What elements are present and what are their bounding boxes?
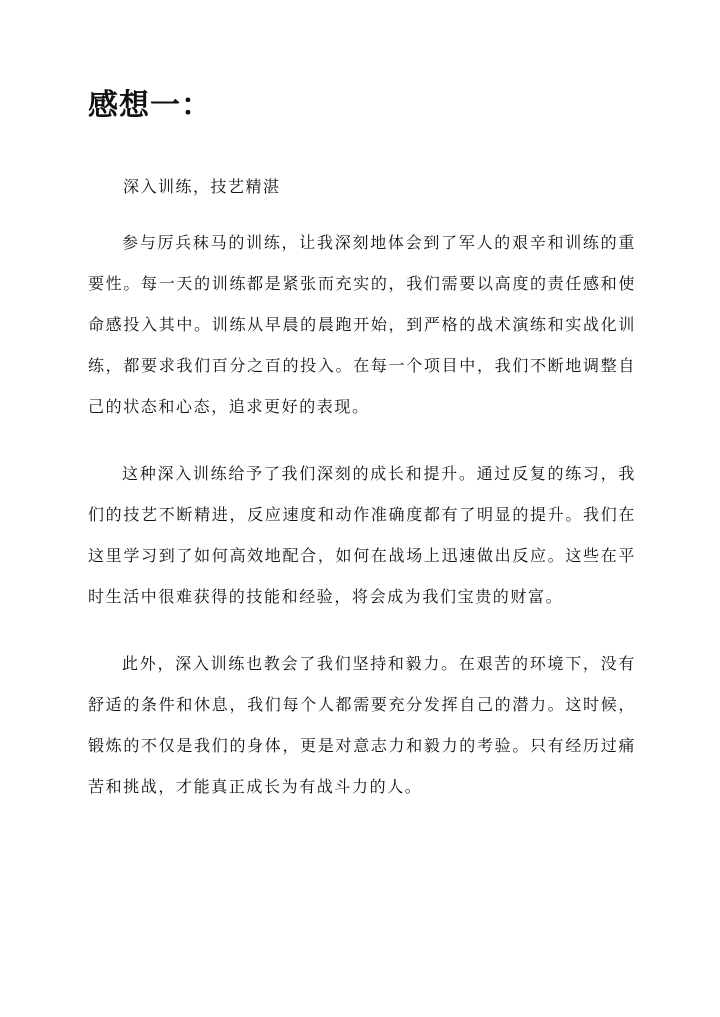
section-subtitle: 深入训练，技艺精湛 <box>123 177 281 196</box>
document-heading: 感想一： <box>88 88 212 123</box>
paragraph-2: 这种深入训练给予了我们深刻的成长和提升。通过反复的练习，我们的技艺不断精进，反应速度和动作准确度都有了明显的提升。我们在这里学习到了如何高效地配合，如何在战场上迅速做出反应。这些在平时生活中很难获得的技能和经验，将会成为我们宝贵的财富。 <box>88 464 636 606</box>
paragraph-3: 此外，深入训练也教会了我们坚持和毅力。在艰苦的环境下，没有舒适的条件和休息，我们每个人都需要充分发挥自己的潜力。这时候，锻炼的不仅是我们的身体，更是对意志力和毅力的考验。只有经历过痛苦和挑战，才能真正成长为有战斗力的人。 <box>88 654 636 796</box>
paragraph-1: 参与厉兵秣马的训练，让我深刻地体会到了军人的艰辛和训练的重要性。每一天的训练都是紧张而充实的，我们需要以高度的责任感和使命感投入其中。训练从早晨的晨跑开始，到严格的战术演练和实战化训练，都要求我们百分之百的投入。在每一个项目中，我们不断地调整自己的状态和心态，追求更好的表现。 <box>88 233 636 416</box>
body-text <box>88 222 636 833</box>
